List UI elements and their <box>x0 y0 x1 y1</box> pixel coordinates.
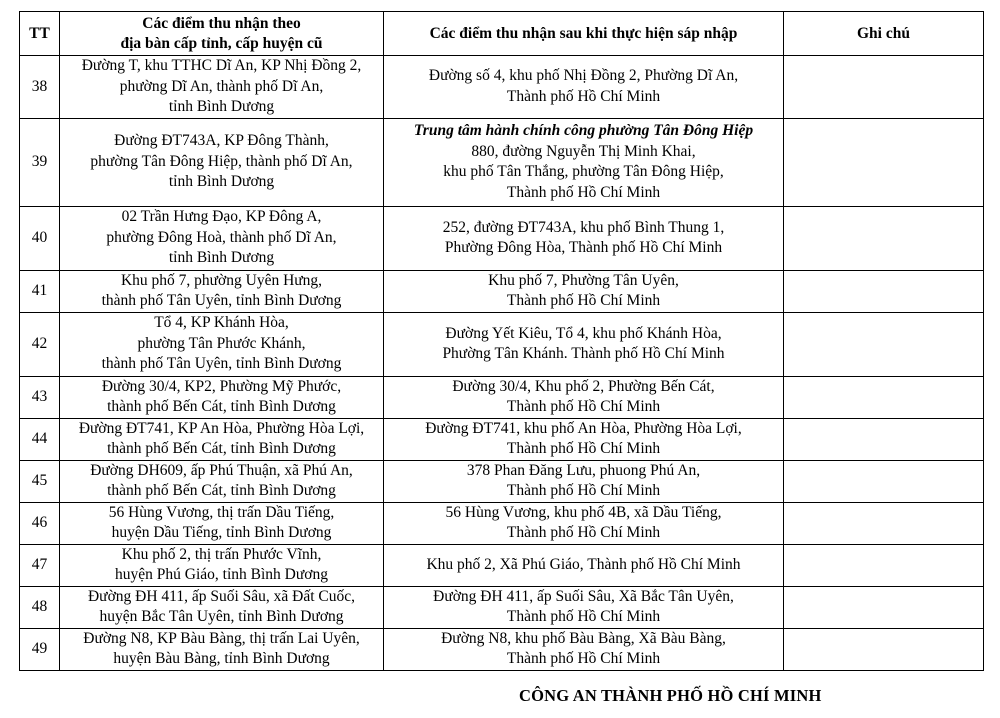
new-address-line: Phường Tân Khánh. Thành phố Hồ Chí Minh <box>442 345 725 362</box>
note-cell <box>784 628 984 670</box>
note-cell <box>784 206 984 270</box>
row-number: 44 <box>20 418 60 460</box>
note-cell <box>784 418 984 460</box>
old-address-cell <box>60 312 384 376</box>
old-address-line: thành phố Bến Cát, tỉnh Bình Dương <box>107 440 336 457</box>
old-address-line: tỉnh Bình Dương <box>168 173 275 191</box>
table-row <box>20 56 984 119</box>
new-address-cell <box>384 56 784 119</box>
new-address-cell <box>384 460 784 502</box>
row-number: 49 <box>20 628 60 670</box>
old-address-line: thành phố Tân Uyên, tỉnh Bình Dương <box>101 292 342 309</box>
note-cell <box>784 544 984 586</box>
note-cell <box>784 376 984 418</box>
header-old-line1: Các điểm thu nhận theo <box>142 14 301 32</box>
table-row <box>20 312 984 376</box>
old-address-line: thành phố Bến Cát, tỉnh Bình Dương <box>107 398 336 415</box>
table-row <box>20 460 984 502</box>
old-address-line: Đường ĐT743A, KP Đông Thành, <box>114 132 329 150</box>
old-address-line: Đường ĐH 411, ấp Suối Sâu, xã Đất Cuốc, <box>87 587 355 605</box>
new-address-line: 378 Phan Đăng Lưu, phuong Phú An, <box>466 461 701 479</box>
old-address-cell <box>60 56 384 119</box>
header-new-points: Các điểm thu nhận sau khi thực hiện sáp nhập <box>384 12 784 56</box>
header-old-points <box>60 12 384 56</box>
new-address-line: Khu phố 7, Phường Tân Uyên, <box>488 271 679 289</box>
new-address-line: Thành phố Hồ Chí Minh <box>506 292 661 309</box>
old-address-cell <box>60 628 384 670</box>
note-cell <box>784 56 984 119</box>
new-address-line: Đường N8, khu phố Bàu Bàng, Xã Bàu Bàng, <box>441 629 726 647</box>
old-address-line: Tổ 4, KP Khánh Hòa, <box>154 314 289 332</box>
old-address-line: thành phố Tân Uyên, tỉnh Bình Dương <box>101 355 342 373</box>
new-address-line: 56 Hùng Vương, khu phố 4B, xã Dầu Tiếng, <box>445 503 722 521</box>
new-address-cell <box>384 418 784 460</box>
row-number: 39 <box>20 118 60 206</box>
note-cell <box>784 586 984 628</box>
new-address-line: Thành phố Hồ Chí Minh <box>506 482 661 499</box>
table-row <box>20 206 984 270</box>
note-cell <box>784 502 984 544</box>
new-address-title: Trung tâm hành chính công phường Tân Đông Hiệp <box>413 122 754 139</box>
reception-points-table <box>19 11 984 671</box>
note-cell <box>784 460 984 502</box>
old-address-line: tỉnh Bình Dương <box>168 249 275 267</box>
old-address-line: Khu phố 2, thị trấn Phước Vĩnh, <box>121 545 322 563</box>
new-address-cell <box>384 270 784 312</box>
table-row <box>20 270 984 312</box>
footer-signature-title: CÔNG AN THÀNH PHỐ HỒ CHÍ MINH <box>519 686 822 705</box>
old-address-line: 02 Trần Hưng Đạo, KP Đông A, <box>121 208 322 226</box>
row-number: 38 <box>20 56 60 119</box>
new-address-line: Thành phố Hồ Chí Minh <box>506 608 661 625</box>
new-address-line: Đường ĐT741, khu phố An Hòa, Phường Hòa Lợi, <box>425 419 742 437</box>
old-address-line: 56 Hùng Vương, thị trấn Dầu Tiếng, <box>108 503 335 521</box>
old-address-line: huyện Dầu Tiếng, tỉnh Bình Dương <box>111 524 332 541</box>
new-address-line: Thành phố Hồ Chí Minh <box>506 398 661 415</box>
old-address-cell <box>60 586 384 628</box>
new-address-line: Thành phố Hồ Chí Minh <box>506 440 661 457</box>
row-number: 40 <box>20 206 60 270</box>
new-address-cell <box>384 376 784 418</box>
table-row <box>20 376 984 418</box>
old-address-line: tỉnh Bình Dương <box>168 98 275 115</box>
new-address-line: Thành phố Hồ Chí Minh <box>506 183 661 201</box>
header-note: Ghi chú <box>784 12 984 56</box>
table-row <box>20 418 984 460</box>
row-number: 47 <box>20 544 60 586</box>
header-old-line2: địa bàn cấp tỉnh, cấp huyện cũ <box>120 34 323 52</box>
new-address-line: 880, đường Nguyễn Thị Minh Khai, <box>471 142 696 160</box>
old-address-line: huyện Bắc Tân Uyên, tỉnh Bình Dương <box>99 608 344 625</box>
new-address-line: Đường ĐH 411, ấp Suối Sâu, Xã Bắc Tân Uyên, <box>433 587 734 605</box>
row-number: 45 <box>20 460 60 502</box>
old-address-cell <box>60 544 384 586</box>
table-row <box>20 586 984 628</box>
note-cell <box>784 118 984 206</box>
old-address-line: huyện Bàu Bàng, tỉnh Bình Dương <box>113 650 330 667</box>
old-address-line: phường Đông Hoà, thành phố Dĩ An, <box>106 228 337 246</box>
row-number: 43 <box>20 376 60 418</box>
header-tt: TT <box>20 12 60 56</box>
old-address-line: huyện Phú Giáo, tỉnh Bình Dương <box>115 566 328 583</box>
table-header-row <box>20 12 984 56</box>
row-number: 41 <box>20 270 60 312</box>
new-address-cell <box>384 544 784 586</box>
new-address-line: khu phố Tân Thắng, phường Tân Đông Hiệp, <box>443 163 724 180</box>
table-body <box>20 56 984 671</box>
row-number: 46 <box>20 502 60 544</box>
new-address-line: Thành phố Hồ Chí Minh <box>506 650 661 667</box>
old-address-cell <box>60 270 384 312</box>
old-address-line: Đường DH609, ấp Phú Thuận, xã Phú An, <box>90 461 353 479</box>
new-address-cell <box>384 312 784 376</box>
table-row <box>20 118 984 206</box>
table-row <box>20 502 984 544</box>
new-address-line: Thành phố Hồ Chí Minh <box>506 87 661 105</box>
new-address-cell <box>384 118 784 206</box>
old-address-cell <box>60 376 384 418</box>
old-address-line: Đường 30/4, KP2, Phường Mỹ Phước, <box>101 377 342 395</box>
old-address-line: phường Tân Đông Hiệp, thành phố Dĩ An, <box>90 152 353 170</box>
old-address-line: thành phố Bến Cát, tỉnh Bình Dương <box>107 482 336 499</box>
old-address-cell <box>60 206 384 270</box>
new-address-line: Khu phố 2, Xã Phú Giáo, Thành phố Hồ Chí Minh <box>426 555 741 573</box>
old-address-cell <box>60 502 384 544</box>
note-cell <box>784 270 984 312</box>
old-address-cell <box>60 460 384 502</box>
new-address-cell <box>384 586 784 628</box>
old-address-line: phường Tân Phước Khánh, <box>137 334 306 352</box>
row-number: 48 <box>20 586 60 628</box>
old-address-line: phường Dĩ An, thành phố Dĩ An, <box>119 77 324 95</box>
new-address-line: 252, đường ĐT743A, khu phố Bình Thung 1, <box>442 218 725 236</box>
old-address-line: Khu phố 7, phường Uyên Hưng, <box>120 271 323 289</box>
note-cell <box>784 312 984 376</box>
old-address-cell <box>60 118 384 206</box>
new-address-cell <box>384 502 784 544</box>
new-address-line: Đường số 4, khu phố Nhị Đồng 2, Phường Dĩ An, <box>428 67 739 85</box>
old-address-line: Đường N8, KP Bàu Bàng, thị trấn Lai Uyên, <box>83 629 360 647</box>
old-address-cell <box>60 418 384 460</box>
table-row <box>20 628 984 670</box>
new-address-cell <box>384 628 784 670</box>
old-address-line: Đường ĐT741, KP An Hòa, Phường Hòa Lợi, <box>78 419 365 437</box>
new-address-line: Đường Yết Kiêu, Tổ 4, khu phố Khánh Hòa, <box>445 324 722 342</box>
row-number: 42 <box>20 312 60 376</box>
new-address-cell <box>384 206 784 270</box>
new-address-line: Đường 30/4, Khu phố 2, Phường Bến Cát, <box>452 377 715 395</box>
new-address-line: Thành phố Hồ Chí Minh <box>506 524 661 541</box>
old-address-line: Đường T, khu TTHC Dĩ An, KP Nhị Đồng 2, <box>81 57 362 74</box>
table-row <box>20 544 984 586</box>
new-address-line: Phường Đông Hòa, Thành phố Hồ Chí Minh <box>444 239 723 256</box>
